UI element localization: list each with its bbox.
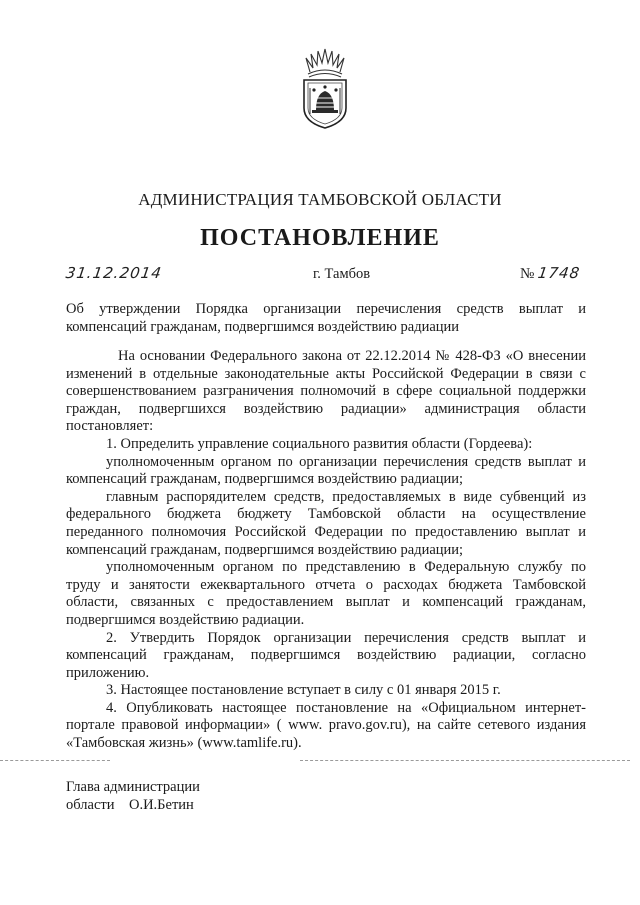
- signature-block: [66, 778, 200, 814]
- number-sign: №: [520, 266, 535, 282]
- document-number: [520, 264, 580, 283]
- document-body: [66, 348, 586, 753]
- tambov-coat-of-arms-icon: [294, 48, 356, 132]
- subject-line-1: Об утверждении Порядка организации перечисления средств выплат и: [66, 301, 586, 317]
- item-4-paragraph: 4. Опубликовать настоящее постановление на «Официальном интернет-портале правовой информации» ( www. pravo.gov.ru), на сайте сетевого издания «Тамбовская жизнь» (www.tamlife.ru).: [66, 699, 586, 752]
- item-1-b-paragraph: главным распорядителем средств, предоставляемых в виде субвенций из федерального бюджета бюджету Тамбовской области на осуществление переданного полномочия Российской Федерации по предоставлению выплат и компенсаций гражданам, подвергшимся воздействию радиации;: [66, 488, 586, 558]
- preamble-paragraph: На основании Федерального закона от 22.12.2014 № 428-ФЗ «О внесении изменений в отдельные законодательные акты Российской Федерации в связи с совершенствованием разграничения полномочий в сфере социальной поддержки граждан, подвергшихся воздействию радиации» администрация области постановляет:: [66, 348, 586, 435]
- scan-divider: [0, 760, 110, 762]
- number-value: 1748: [536, 264, 582, 282]
- item-1-c-paragraph: уполномоченным органом по представлению в Федеральную службу по труду и занятости ежеквартального отчета о расходах бюджета Тамбовской области, связанных с предоставлением выплат и компенсаций гражданам, подвергшимся воздействию радиации.: [66, 559, 586, 628]
- item-2-paragraph: 2. Утвердить Порядок организации перечисления средств выплат и компенсаций гражданам, подвергшимся воздействию радиации, согласно приложению.: [66, 629, 586, 681]
- signatory-region: области: [66, 797, 115, 813]
- item-1-paragraph: 1. Определить управление социального развития области (Гордеева):: [106, 435, 533, 452]
- organization-title: АДМИНИСТРАЦИЯ ТАМБОВСКОЙ ОБЛАСТИ: [138, 190, 502, 209]
- document-date: 31.12.2014: [64, 264, 164, 282]
- subject-line-2: компенсаций гражданам, подвергшимся воздействию радиации: [66, 319, 460, 335]
- document-subject: [66, 300, 586, 336]
- signatory-line-2: [66, 796, 200, 814]
- document-type-title: ПОСТАНОВЛЕНИЕ: [200, 225, 440, 251]
- item-3-paragraph: 3. Настоящее постановление вступает в силу с 01 января 2015 г.: [106, 682, 501, 699]
- scan-divider: [300, 760, 630, 762]
- signatory-title: Глава администрации: [66, 779, 200, 795]
- item-1-a-paragraph: уполномоченным органом по организации перечисления средств выплат и компенсаций гражданам, подвергшимся воздействию радиации;: [66, 453, 586, 488]
- document-city: г. Тамбов: [313, 266, 371, 282]
- signatory-name: О.И.Бетин: [128, 797, 194, 813]
